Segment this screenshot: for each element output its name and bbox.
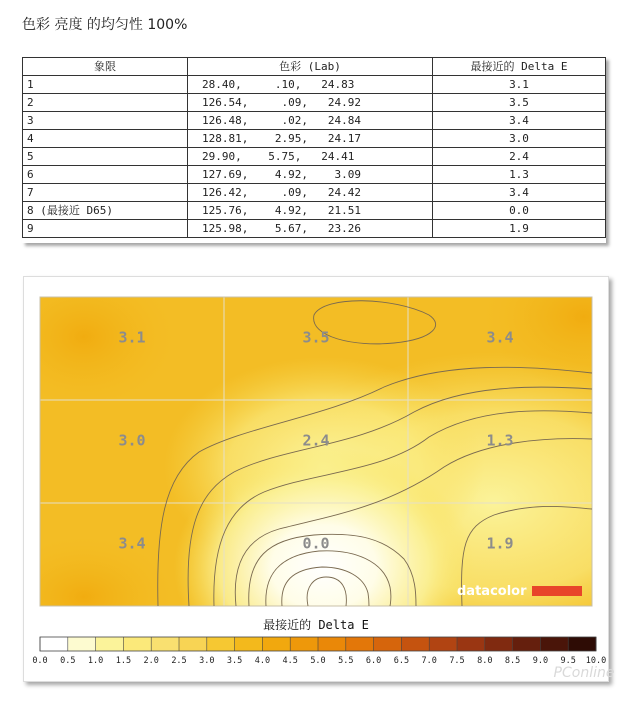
legend-swatch [68, 637, 96, 651]
quadrant-value-label: 1.9 [486, 534, 514, 553]
cell-lab: 125.76, 4.92, 21.51 [188, 202, 433, 220]
table-row [23, 184, 606, 202]
legend-tick-label: 8.5 [504, 656, 521, 666]
header-quadrant: 象限 [23, 58, 188, 76]
cell-lab: 126.48, .02, 24.84 [188, 112, 433, 130]
table-header-row [23, 58, 606, 76]
legend-tick-label: 7.5 [449, 656, 465, 666]
cell-delta-e: 3.1 [433, 76, 606, 94]
legend-swatch [318, 637, 346, 651]
legend-swatch [151, 637, 179, 651]
legend-swatch [96, 637, 124, 651]
cell-quadrant: 4 [23, 130, 188, 148]
quadrant-value-label: 3.1 [118, 328, 146, 347]
quadrant-value-label: 3.5 [302, 328, 330, 347]
header-delta-e: 最接近的 Delta E [433, 58, 606, 76]
legend-tick-label: 3.5 [226, 656, 243, 666]
table-row [23, 112, 606, 130]
dark-corner-tl [0, 267, 174, 407]
cell-delta-e: 1.3 [433, 166, 606, 184]
legend-tick-label: 1.0 [87, 656, 104, 666]
table-row [23, 166, 606, 184]
legend-tick-label: 0.0 [32, 656, 48, 666]
legend-swatch [457, 637, 485, 651]
uniformity-heatmap [24, 277, 615, 681]
cell-quadrant: 8 (最接近 D65) [23, 202, 188, 220]
legend-title: 最接近的 Delta E [263, 618, 369, 632]
legend-tick-label: 9.5 [560, 656, 576, 666]
legend-tick-label: 9.0 [532, 656, 549, 666]
legend-tick-label: 1.5 [115, 656, 132, 666]
cell-delta-e: 3.4 [433, 112, 606, 130]
cell-quadrant: 1 [23, 76, 188, 94]
header-lab: 色彩 (Lab) [188, 58, 433, 76]
quadrant-value-label: 3.0 [118, 431, 146, 450]
legend-tick-label: 2.0 [143, 656, 159, 666]
legend-swatch [568, 637, 596, 651]
quadrant-value-label: 0.0 [302, 534, 330, 553]
table-row [23, 94, 606, 112]
cell-lab: 126.42, .09, 24.42 [188, 184, 433, 202]
legend-tick-label: 6.5 [393, 656, 410, 666]
cell-lab: 28.40, .10, 24.83 [188, 76, 433, 94]
cell-quadrant: 9 [23, 220, 188, 238]
cell-lab: 127.69, 4.92, 3.09 [188, 166, 433, 184]
cell-delta-e: 2.4 [433, 148, 606, 166]
legend-tick-label: 4.0 [254, 656, 271, 666]
cell-lab: 125.98, 5.67, 23.26 [188, 220, 433, 238]
legend-tick-label: 2.5 [171, 656, 187, 666]
cell-quadrant: 3 [23, 112, 188, 130]
cell-quadrant: 5 [23, 148, 188, 166]
legend-swatch [40, 637, 68, 651]
legend-tick-label: 7.0 [421, 656, 437, 666]
legend-swatch [123, 637, 151, 651]
legend-tick-label: 3.0 [199, 656, 215, 666]
legend-tick-label: 0.5 [60, 656, 76, 666]
cell-delta-e: 3.0 [433, 130, 606, 148]
legend-tick-label: 5.5 [338, 656, 354, 666]
color-scale-legend [32, 637, 606, 666]
cell-quadrant: 6 [23, 166, 188, 184]
cell-lab: 126.54, .09, 24.92 [188, 94, 433, 112]
legend-swatch [179, 637, 207, 651]
quadrant-value-label: 3.4 [486, 328, 514, 347]
cell-delta-e: 3.5 [433, 94, 606, 112]
legend-swatch [401, 637, 429, 651]
table-row [23, 148, 606, 166]
cell-delta-e: 1.9 [433, 220, 606, 238]
cell-delta-e: 0.0 [433, 202, 606, 220]
legend-tick-label: 10.0 [585, 656, 607, 666]
lab-table [22, 57, 606, 243]
table-row [23, 130, 606, 148]
legend-swatch [235, 637, 263, 651]
legend-swatch [485, 637, 513, 651]
legend-swatch [262, 637, 290, 651]
table-row [23, 220, 606, 238]
legend-swatch [540, 637, 568, 651]
cell-lab: 29.90, 5.75, 24.41 [188, 148, 433, 166]
legend-swatch [290, 637, 318, 651]
quadrant-value-label: 3.4 [118, 534, 146, 553]
quadrant-value-label: 2.4 [302, 431, 330, 450]
legend-swatch [429, 637, 457, 651]
watermark-text: PConline [553, 665, 615, 681]
legend-swatch [346, 637, 374, 651]
brand-text: datacolor [457, 584, 527, 599]
cell-delta-e: 3.4 [433, 184, 606, 202]
table-row [23, 76, 606, 94]
brand-bar [532, 586, 582, 596]
legend-swatch [207, 637, 235, 651]
legend-tick-label: 5.0 [310, 656, 326, 666]
legend-tick-label: 4.5 [282, 656, 298, 666]
page-title: 色彩 亮度 的均匀性 100% [22, 17, 188, 33]
legend-swatch [513, 637, 541, 651]
legend-tick-label: 6.0 [365, 656, 382, 666]
cell-lab: 128.81, 2.95, 24.17 [188, 130, 433, 148]
legend-tick-label: 8.0 [477, 656, 493, 666]
cell-quadrant: 2 [23, 94, 188, 112]
uniformity-chart [23, 276, 615, 682]
legend-swatch [374, 637, 402, 651]
quadrant-value-label: 1.3 [486, 431, 514, 450]
table-row [23, 202, 606, 220]
cell-quadrant: 7 [23, 184, 188, 202]
